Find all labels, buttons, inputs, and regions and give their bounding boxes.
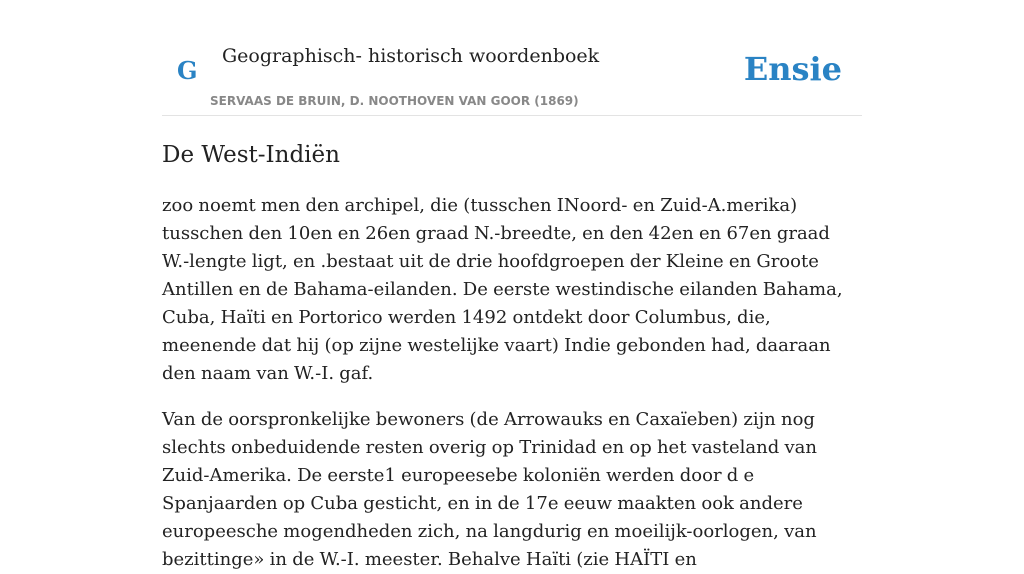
entry-paragraph-2: Van de oorspronkelijke bewoners (de Arrowauks en Caxaïeben) zijn nog slechts onbeduidende resten overig op Trinidad en op het vasteland van Zuid-Amerika. De eerste1 europeesebe koloniën werden door d e Spanjaarden op Cuba gesticht, en in de 17e eeuw maakten ook andere europeesche mogendheden zich, na langdurig en moeilijk-oorlogen, van bezittinge» in de W.-I. meester. Behalve Haïti (zie HAÏTI en <box>162 409 817 570</box>
ensie-logo[interactable]: Ensie <box>743 50 842 88</box>
book-header <box>162 0 862 116</box>
book-title-link[interactable]: Geographisch- historisch woordenboek <box>222 45 600 67</box>
entry-content <box>162 192 862 574</box>
book-letter-icon: G <box>177 56 198 85</box>
page <box>162 0 862 574</box>
book-author: SERVAAS DE BRUIN, D. NOOTHOVEN VAN GOOR (1869) <box>210 94 579 108</box>
entry-title: De West-Indiën <box>162 142 340 168</box>
entry-paragraph-1: zoo noemt men den archipel, die (tusschen INoord- en Zuid-A.merika) tusschen den 10en en 26en graad N.-breedte, en den 42en en 67en graad W.-lengte ligt, en .bestaat uit de drie hoofdgroepen der Kleine en Groote Antillen en de Bahama-eilanden. De eerste westindische eilanden Bahama, Cuba, Haïti en Portorico werden 1492 ontdekt door Columbus, die, meenende dat hij (op zijne westelijke vaart) Indie gebonden had, daaraan den naam van W.-I. gaf. <box>162 195 843 384</box>
